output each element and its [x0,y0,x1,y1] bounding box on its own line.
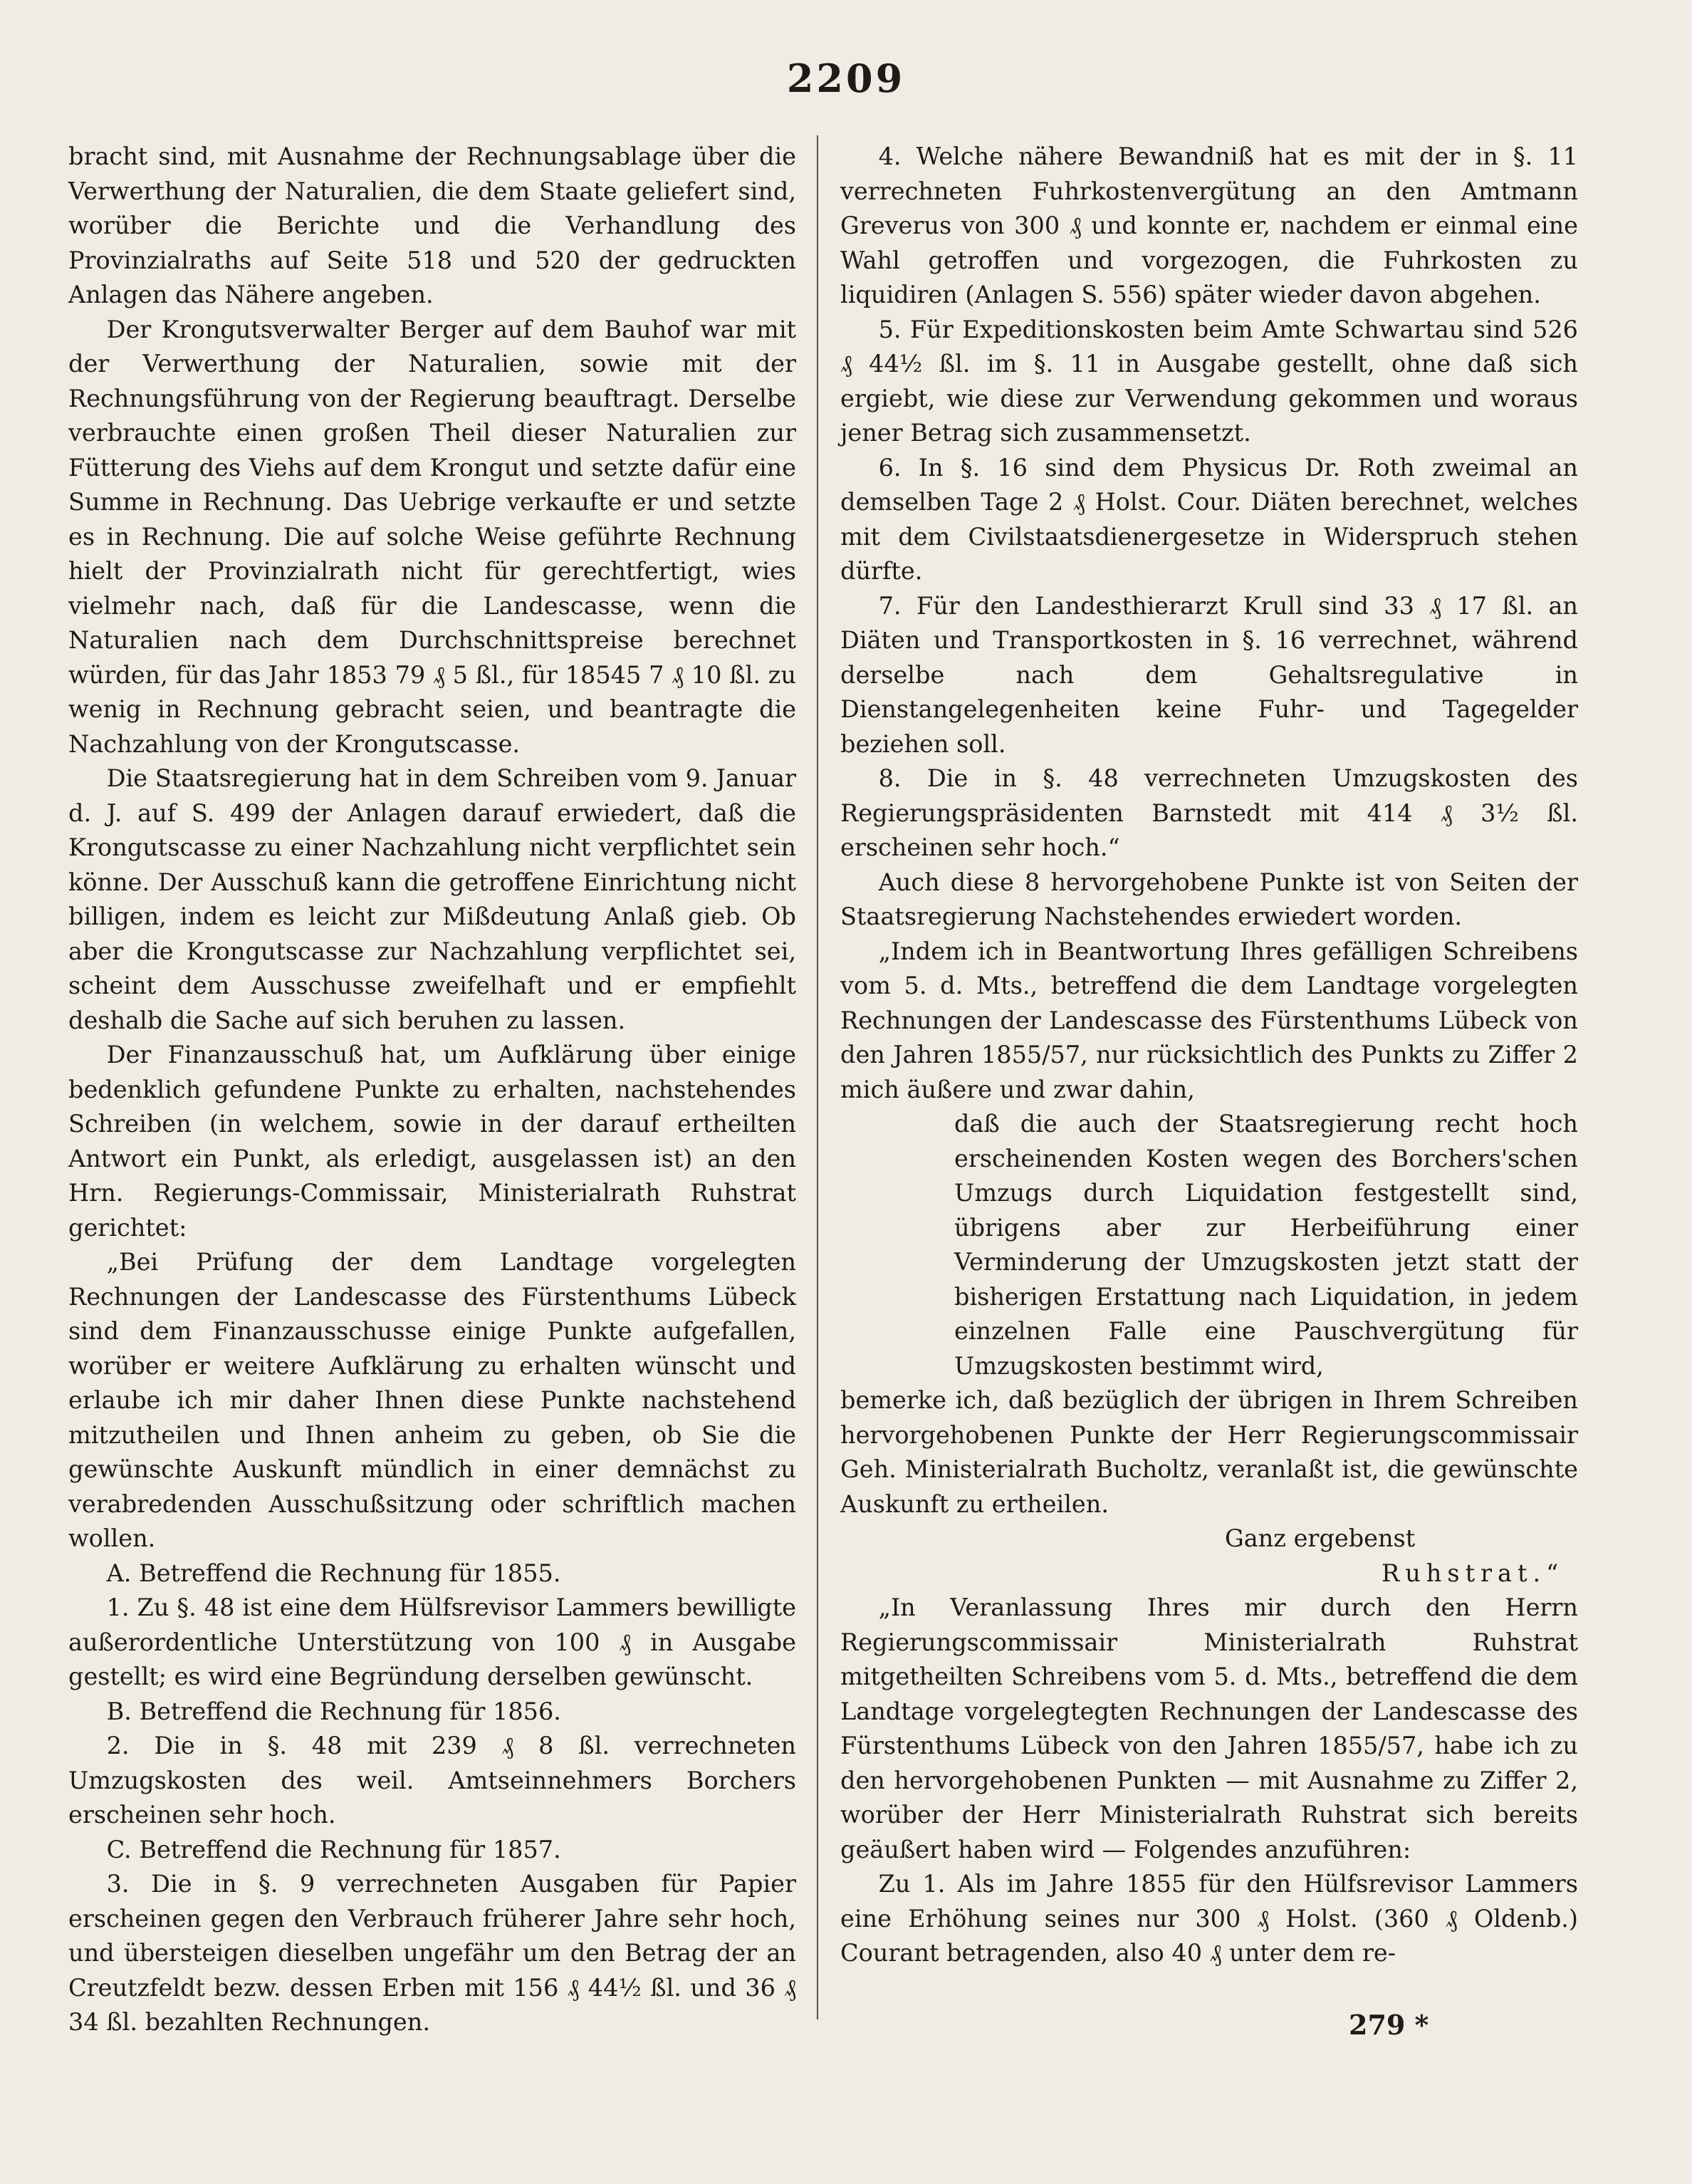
paragraph: „Indem ich in Beantwortung Ihres gefälligen Schreibens vom 5. d. Mts., betreffend die dem Landtage vorgelegten Rechnungen der Landescasse des Fürstenthums Lübeck von den Jahren 1855/57, nur rücksichtlich des Punkts zu Ziffer 2 mich äußere und zwar dahin, [840,937,1578,1103]
paragraph: 5. Für Expeditionskosten beim Amte Schwartau sind 526 ₰ 44½ ßl. im §. 11 in Ausgabe gestellt, ohne daß sich ergiebt, wie diese zur Verwendung gekommen und woraus jener Betrag sich zusammensetzt. [840,315,1578,447]
page-number: 2209 [786,56,906,101]
paragraph: 1. Zu §. 48 ist eine dem Hülfsrevisor Lammers bewilligte außerordentliche Unterstützung von 100 ₰ in Ausgabe gestellt; es wird eine Begründung derselben gewünscht. [68,1593,796,1690]
paragraph: Der Finanzausschuß hat, um Aufklärung über einige bedenklich gefundene Punkte zu erhalten, nachstehendes Schreiben (in welchem, sowie in der darauf ertheilten Antwort ein Punkt, als erledigt, ausgelassen ist) an den Hrn. Regierungs-Commissair, Ministerialrath Ruhstrat gerichtet: [68,1041,796,1242]
paragraph: Auch diese 8 hervorgehobene Punkte ist von Seiten der Staatsregierung Nachstehendes erwiedert worden. [840,868,1578,930]
paragraph: 8. Die in §. 48 verrechneten Umzugskosten des Regierungspräsidenten Barnstedt mit 414 ₰ 3½ ßl. erscheinen sehr hoch.“ [840,764,1578,861]
paragraph: bracht sind, mit Ausnahme der Rechnungsablage über die Verwerthung der Naturalien, die dem Staate geliefert sind, worüber die Berichte und die Verhandlung des Provinzialraths auf Seite 518 und 520 der gedruckten Anlagen das Nähere angeben. [68,142,796,308]
paragraph: 6. In §. 16 sind dem Physicus Dr. Roth zweimal an demselben Tage 2 ₰ Holst. Cour. Diäten berechnet, welches mit dem Civilstaatsdienergesetze in Widerspruch stehen dürfte. [840,453,1578,585]
paragraph: 4. Welche nähere Bewandniß hat es mit der in §. 11 verrechneten Fuhrkostenvergütung an den Amtmann Greverus von 300 ₰ und konnte er, nachdem er einmal eine Wahl getroffen und vorgezogen, die Fuhrkosten zu liquidiren (Anlagen S. 556) später wieder davon abgehen. [840,142,1578,308]
signature-mark: 279 * [1349,2009,1429,2041]
paragraph: Die Staatsregierung hat in dem Schreiben vom 9. Januar d. J. auf S. 499 der Anlagen darauf erwiedert, daß die Krongutscasse zu einer Nachzahlung nicht verpflichtet sein könne. Der Ausschuß kann die getroffene Einrichtung nicht billigen, indem es leicht zur Mißdeutung Anlaß gieb. Ob aber die Krongutscasse zur Nachzahlung verpflichtet sei, scheint dem Ausschusse zweifelhaft und er empfiehlt deshalb die Sache auf sich beruhen zu lassen. [68,764,796,1034]
paragraph: Der Krongutsverwalter Berger auf dem Bauhof war mit der Verwerthung der Naturalien, sowie mit der Rechnungsführung von der Regierung beauftragt. Derselbe verbrauchte einen großen Theil dieser Naturalien zur Fütterung des Viehs auf dem Krongut und setzte dafür eine Summe in Rechnung. Das Uebrige verkaufte er und setzte es in Rechnung. Die auf solche Weise geführte Rechnung hielt der Provinzialrath nicht für gerechtfertigt, wies vielmehr nach, daß für die Landescasse, wenn die Naturalien nach dem Durchschnittspreise berechnet würden, für das Jahr 1853 79 ₰ 5 ßl., für 18545 7 ₰ 10 ßl. zu wenig in Rechnung gebracht seien, und beantragte die Nachzahlung von der Krongutscasse. [68,315,796,758]
paragraph: 3. Die in §. 9 verrechneten Ausgaben für Papier erscheinen gegen den Verbrauch früherer Jahre sehr hoch, und übersteigen dieselben ungefähr um den Betrag der an Creutzfeldt bezw. dessen Erben mit 156 ₰ 44½ ßl. und 36 ₰ 34 ßl. bezahlten Rechnungen. [68,1870,796,2036]
column-divider [817,135,818,2019]
paragraph: „Bei Prüfung der dem Landtage vorgelegten Rechnungen der Landescasse des Fürstenthums Lübeck sind dem Finanzausschusse einige Punkte aufgefallen, worüber er weitere Aufklärung zu erhalten wünscht und erlaube ich mir daher Ihnen diese Punkte nachstehend mitzutheilen und Ihnen anheim zu geben, ob Sie die gewünschte Auskunft mündlich in einer demnächst zu verabredenden Ausschußsitzung oder schriftlich machen wollen. [68,1248,796,1552]
left-text-column [68,140,796,2040]
paragraph: B. Betreffend die Rechnung für 1856. [106,1697,561,1725]
paragraph: A. Betreffend die Rechnung für 1855. [106,1559,561,1587]
paragraph: Zu 1. Als im Jahre 1855 für den Hülfsrevisor Lammers eine Erhöhung seines nur 300 ₰ Holst. (360 ₰ Oldenb.) Courant betragenden, also 40 ₰ unter dem re- [840,1870,1578,1967]
paragraph: C. Betreffend die Rechnung für 1857. [106,1835,561,1863]
paragraph: 7. Für den Landesthierarzt Krull sind 33 ₰ 17 ßl. an Diäten und Transportkosten in §. 16 verrechnet, während derselbe nach dem Gehaltsregulative in Dienstangelegenheiten keine Fuhr- und Tagegelder beziehen soll. [840,591,1578,758]
right-text-column [840,140,1578,1971]
paragraph: 2. Die in §. 48 mit 239 ₰ 8 ßl. verrechneten Umzugskosten des weil. Amtseinnehmers Borchers erscheinen sehr hoch. [68,1732,796,1829]
paragraph: Ganz ergebenst [1225,1524,1416,1552]
paragraph: „In Veranlassung Ihres mir durch den Herrn Regierungscommissair Ministerialrath Ruhstrat mitgetheilten Schreibens vom 5. d. Mts., betreffend die dem Landtage vorgelegtegten Rechnungen der Landescasse des Fürstenthums Lübeck von den Jahren 1855/57, habe ich zu den hervorgehobenen Punkten — mit Ausnahme zu Ziffer 2, worüber der Herr Ministerialrath Ruhstrat sich bereits geäußert haben wird — Folgendes anzuführen: [840,1593,1578,1863]
paragraph: daß die auch der Staatsregierung recht hoch erscheinenden Kosten wegen des Borchers'schen Umzugs durch Liquidation festgestellt sind, übrigens aber zur Herbeiführung einer Verminderung der Umzugskosten jetzt statt der bisherigen Erstattung nach Liquidation, in jedem einzelnen Falle eine Pauschvergütung für Umzugskosten bestimmt wird, [954,1110,1578,1380]
paragraph: Ruhstrat.“ [1382,1559,1565,1587]
paragraph: bemerke ich, daß bezüglich der übrigen in Ihrem Schreiben hervorgehobenen Punkte der Herr Regierungscommissair Geh. Ministerialrath Bucholtz, veranlaßt ist, die gewünschte Auskunft zu ertheilen. [840,1386,1578,1518]
